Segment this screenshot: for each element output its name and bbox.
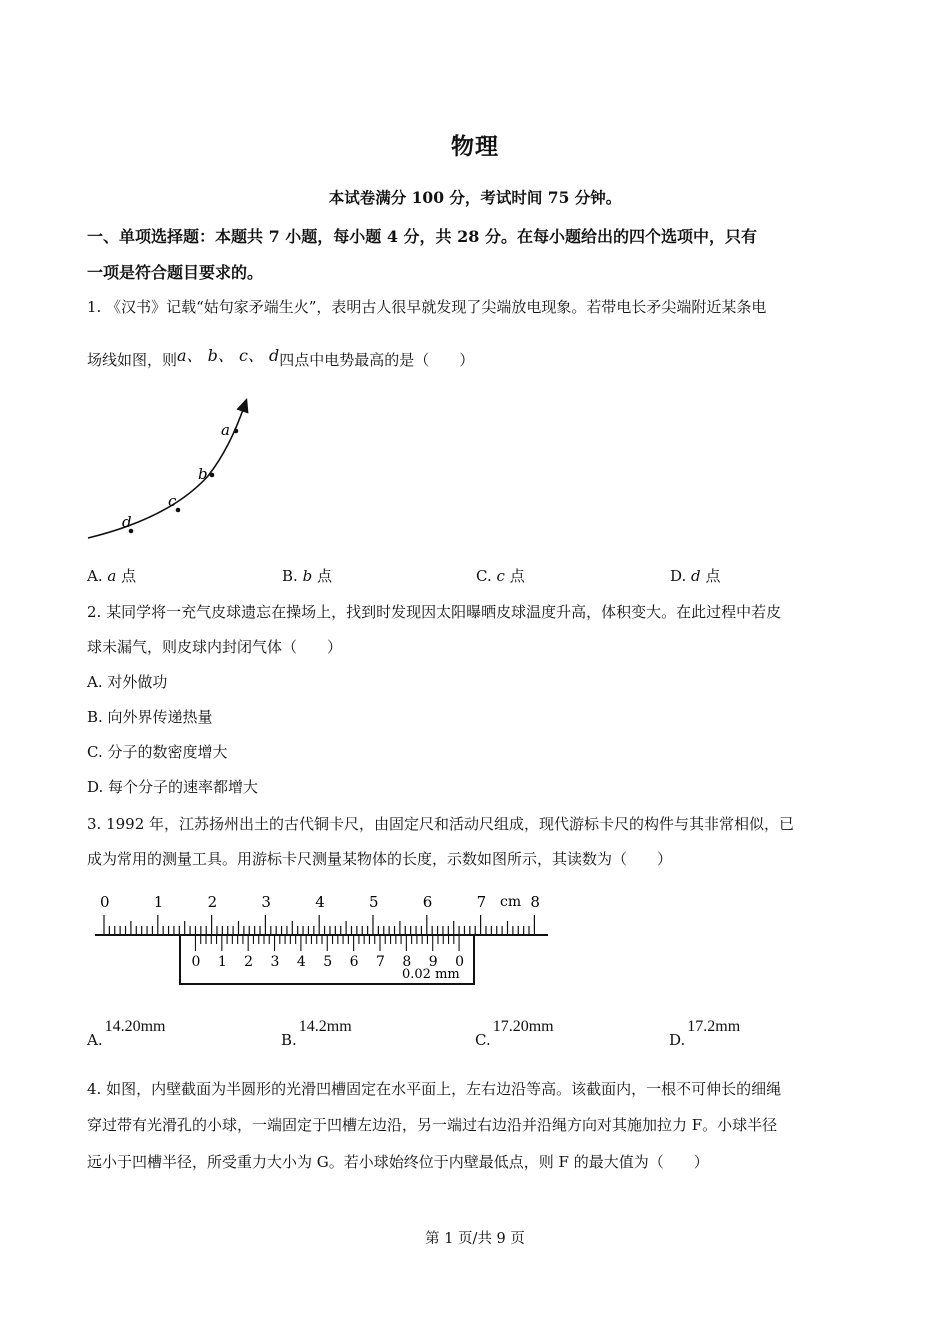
point-a: [234, 429, 239, 434]
q1-option-d[interactable]: D. d 点: [670, 567, 721, 585]
q2-option-b[interactable]: B. 向外界传递热量: [87, 708, 213, 726]
label-d: d: [122, 513, 132, 531]
q3-option-d[interactable]: D.17.2mm: [669, 1018, 741, 1049]
label-b: b: [198, 465, 208, 483]
q3-option-b[interactable]: B.14.2mm: [281, 1018, 352, 1049]
q2-option-d[interactable]: D. 每个分子的速率都增大: [87, 778, 259, 796]
main-scale-label: 4: [315, 893, 325, 911]
section-heading-line2: 一项是符合题目要求的。: [87, 263, 264, 282]
vernier-caliper-figure: [90, 888, 560, 998]
q1-line2-suffix: 四点中电势最高的是（ ）: [279, 351, 475, 369]
vernier-scale-label: 0: [455, 954, 465, 970]
q1-text-line2: [87, 346, 475, 370]
vernier-scale-label: 7: [375, 954, 385, 970]
vernier-scale-label: 9: [428, 954, 438, 970]
q2-option-c[interactable]: C. 分子的数密度增大: [87, 743, 228, 761]
vernier-precision-label: 0.02 mm: [402, 967, 460, 982]
q4-text-line2: 穿过带有光滑孔的小球，一端固定于凹槽左边沿，另一端过右边沿并沿绳方向对其施加拉力 F。小球半径: [87, 1116, 778, 1134]
q1-line2-vars: a、 b、 c、 d: [177, 346, 280, 365]
vernier-scale-label: 3: [270, 954, 280, 970]
q1-line2-prefix: 场线如图，则: [87, 351, 178, 369]
main-scale-ticks: [104, 915, 534, 935]
vernier-scale-label: 8: [402, 954, 412, 970]
q3-text-line1: 3. 1992 年，江苏扬州出土的古代铜卡尺，由固定尺和活动尺组成，现代游标卡尺的构件与其非常相似，已: [87, 815, 795, 833]
point-b: [210, 473, 215, 478]
main-scale-label: 2: [207, 893, 218, 911]
main-scale-label: 0: [100, 893, 110, 911]
vernier-scale-label: 4: [296, 954, 306, 970]
exam-info: 本试卷满分 100 分，考试时间 75 分钟。: [328, 188, 622, 207]
label-c: c: [168, 492, 177, 510]
q1-option-a[interactable]: A. a 点: [87, 567, 137, 585]
q2-option-a[interactable]: A. 对外做功: [87, 673, 168, 691]
main-scale-label: 8: [530, 893, 540, 911]
q1-option-c[interactable]: C. c 点: [476, 567, 525, 585]
label-a: a: [221, 421, 230, 439]
main-scale-labels: [100, 893, 540, 911]
main-scale-label: 3: [261, 893, 271, 911]
vernier-scale-label: 5: [323, 954, 333, 970]
q2-text-line1: 2. 某同学将一充气皮球遗忘在操场上，找到时发现因太阳曝晒皮球温度升高，体积变大。在此过程中若皮: [87, 603, 782, 621]
q3-option-a[interactable]: A.14.20mm: [87, 1018, 166, 1049]
q2-text-line2: 球未漏气，则皮球内封闭气体（ ）: [87, 638, 343, 656]
q4-text-line1: 4. 如图，内壁截面为半圆形的光滑凹槽固定在水平面上，左右边沿等高。该截面内，一根不可伸长的细绳: [87, 1080, 782, 1098]
main-scale-label: 7: [476, 893, 487, 911]
vernier-scale-label: 0: [191, 954, 201, 970]
vernier-scale-label: 6: [349, 954, 359, 970]
main-scale-label: 1: [153, 893, 164, 911]
q3-option-c[interactable]: C.17.20mm: [475, 1018, 554, 1049]
q3-text-line2: 成为常用的测量工具。用游标卡尺测量某物体的长度，示数如图所示，其读数为（ ）: [87, 850, 673, 868]
vernier-scale-ticks: [195, 935, 459, 951]
vernier-scale-label: 1: [217, 954, 227, 970]
q4-text-line3: 远小于凹槽半径，所受重力大小为 G。若小球始终位于内壁最低点，则 F 的最大值为（ ）: [87, 1153, 709, 1171]
q1-text-line1: 1. 《汉书》记载“姑句家矛端生火”，表明古人很早就发现了尖端放电现象。若带电长矛尖端附近某条电: [87, 298, 767, 316]
main-scale-unit: cm: [500, 894, 522, 910]
vernier-scale-label: 2: [244, 954, 254, 970]
q1-field-line-figure: [80, 398, 270, 548]
page-footer: 第 1 页/共 9 页: [425, 1231, 525, 1247]
q1-option-b[interactable]: B. b 点: [282, 567, 332, 585]
main-scale-label: 5: [369, 893, 379, 911]
page-title: 物理: [451, 133, 499, 160]
main-scale-label: 6: [422, 893, 433, 911]
section-heading-line1: 一、单项选择题：本题共 7 小题，每小题 4 分，共 28 分。在每小题给出的四个选项中，只有: [87, 227, 757, 246]
